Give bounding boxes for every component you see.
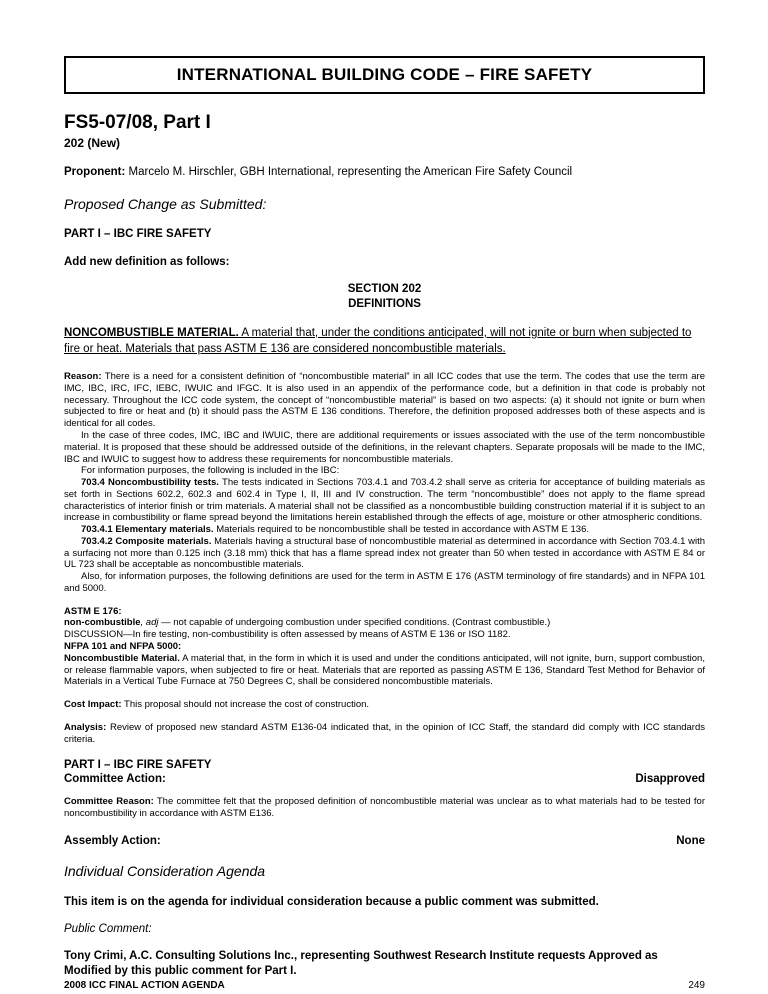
individual-consideration-heading: Individual Consideration Agenda: [64, 862, 266, 879]
astm-heading: [64, 606, 705, 618]
analysis-text: Review of proposed new standard ASTM E136-04 indicated that, in the opinion of ICC Staff, the standard did comply with ICC standards criteria.: [64, 721, 705, 745]
reason-text-4: The tests indicated in Sections 703.4.1 and 703.4.2 shall serve as criteria for acceptance of building materials as set forth in Sections 602.2, 602.3 and 602.4 in Type I, II, III and IV construction. The term “noncombustible” does not apply to the flame spread characteristics of interior finish or trim materials. A material shall not be classified as a noncombustible building construction material if it is subject to an increase in combustibility or flame spread beyond the limitations herein established through the effects of age, moisture or other atmospheric conditions.: [64, 477, 705, 524]
footer-page-number: 249: [688, 979, 705, 991]
cost-impact-label: Cost Impact:: [64, 699, 122, 711]
standards-block: [64, 606, 705, 688]
proponent-line: [64, 165, 705, 180]
commenter-text: Tony Crimi, A.C. Consulting Solutions Inc., representing Southwest Research Institute requests Approved as Modified by this public comment for Part I.: [64, 949, 658, 978]
instruction-line: Add new definition as follows:: [64, 255, 230, 268]
reason-paragraph-5: [64, 524, 705, 536]
reason-block: [64, 371, 705, 595]
assembly-action-row: [64, 835, 705, 847]
astm-discussion: DISCUSSION—In fire testing, non-combustibility is often assessed by means of ASTM E 136 or ISO 1182.: [64, 629, 511, 641]
section-202-line2: DEFINITIONS: [348, 297, 421, 310]
footer-agenda-title: 2008 ICC FINAL ACTION AGENDA: [64, 979, 225, 991]
astm-def-text: — not capable of undergoing combustion under specified conditions. (Contrast combustible.): [158, 617, 551, 629]
code-item-heading: FS5-07/08, Part I: [64, 112, 211, 133]
part-heading-submitted: PART I – IBC FIRE SAFETY: [64, 227, 212, 240]
reason-text-1: There is a need for a consistent definition of “noncombustible material” in all ICC codes that use the term. The codes that use the term are IMC, IBC, IRC, IFC, IEBC, IWUIC and IFGC. It is also used in an appendix of the performance code, but a definition in that code is probably not necessary. Throughout the ICC code system, the concept of “noncombustible material” is based on two aspects: (a) it should not ignite or burn when subjected to fire or heat and (b) it should pass the ASTM E 136 conditions. Therefore, the definition proposed addresses both of these aspects and is identical for all codes.: [64, 371, 705, 430]
proponent-text: Marcelo M. Hirschler, GBH International, representing the American Fire Safety Council: [128, 166, 573, 178]
cost-impact-line: [64, 699, 705, 711]
reason-text-6: Materials having a structural base of noncombustible material as determined in accordance with Section 703.4.1 with a surfacing not more than 0.125 inch (3.18 mm) thick that has a flame spread index not greater than 50 when tested in accordance with ASTM E 84 or UL 723 shall be acceptable as noncombustible materials.: [64, 535, 706, 571]
page-footer: [64, 980, 705, 991]
proposed-change-heading: Proposed Change as Submitted:: [64, 195, 267, 212]
committee-action-value: Disapproved: [635, 773, 705, 786]
astm-heading-text: ASTM E 176:: [64, 605, 122, 617]
proponent-label: Proponent:: [64, 166, 126, 178]
reason-text-5: Materials required to be noncombustible shall be tested in accordance with ASTM E 136.: [216, 524, 590, 536]
reason-label: Reason:: [64, 371, 102, 383]
section-202-heading: [64, 282, 705, 312]
banner-title: INTERNATIONAL BUILDING CODE – FIRE SAFETY: [176, 65, 593, 84]
analysis-label: Analysis:: [64, 721, 107, 733]
agenda-note: This item is on the agenda for individual consideration because a public comment was submitted.: [64, 895, 599, 908]
committee-action-label: Committee Action:: [64, 773, 166, 786]
committee-action-row: [64, 773, 705, 785]
nfpa-term: Noncombustible Material.: [64, 652, 180, 664]
reason-paragraph-4: [64, 477, 705, 524]
nfpa-heading: [64, 641, 705, 653]
assembly-action-label: Assembly Action:: [64, 834, 161, 847]
definition-term: NONCOMBUSTIBLE MATERIAL.: [64, 326, 239, 339]
cost-impact-text: This proposal should not increase the cost of construction.: [124, 699, 370, 711]
reason-paragraph-6: [64, 536, 705, 571]
astm-term: non-combustible: [64, 617, 141, 629]
reason-paragraph-3: For information purposes, the following is included in the IBC:: [81, 465, 340, 477]
section-703-4-label: 703.4 Noncombustibility tests.: [81, 477, 219, 489]
analysis-line: [64, 722, 705, 746]
astm-adj: , adj: [140, 617, 159, 629]
astm-definition: [64, 617, 705, 629]
nfpa-definition: [64, 653, 705, 688]
section-202-line1: SECTION 202: [347, 282, 422, 295]
reason-paragraph-1: [64, 371, 705, 430]
reason-paragraph-2: In the case of three codes, IMC, IBC and IWUIC, there are additional requirements or issues associated with the use of the term noncombustible material. It is proposed that these should be addressed outside of the definitions, in the relevant chapters. Separate proposals will be made to the IMC, IBC and IWUIC to suggest how to address these requirements for noncombustible materials.: [64, 429, 705, 465]
nfpa-heading-text: NFPA 101 and NFPA 5000:: [64, 641, 182, 652]
section-703-4-1-label: 703.4.1 Elementary materials.: [81, 524, 214, 536]
new-definition: [64, 325, 705, 358]
section-703-4-2-label: 703.4.2 Composite materials.: [81, 535, 212, 547]
committee-reason-line: [64, 796, 705, 820]
committee-reason-text: The committee felt that the proposed definition of noncombustible material was unclear as to what materials had to be tested for noncombustibility in accordance with ASTM E136.: [64, 796, 706, 820]
assembly-action-value: None: [676, 834, 705, 847]
section-number-heading: 202 (New): [64, 136, 121, 150]
banner: [64, 56, 705, 94]
part-heading-committee: PART I – IBC FIRE SAFETY: [64, 759, 212, 772]
public-comment-label: Public Comment:: [64, 922, 152, 935]
reason-paragraph-7: Also, for information purposes, the following definitions are used for the term in ASTM E 176 (ASTM terminology of fire standards) and in NFPA 101 and 5000.: [64, 571, 705, 594]
definition-text: A material that, under the conditions anticipated, will not ignite or burn when subjected to fire or heat. Materials that pass ASTM E 136 are considered noncombustible materials.: [64, 326, 692, 356]
committee-reason-label: Committee Reason:: [64, 796, 154, 808]
nfpa-def-text: A material that, in the form in which it is used and under the conditions anticipated, will not ignite, burn, support combustion, or release flammable vapors, when subjected to fire or heat. Materials that are reported as passing ASTM E 136, Standard Test Method for Behavior of Materials in a Vertical Tube Furnace at 750 Degrees C, shall be considered noncombustible materials.: [64, 652, 705, 688]
